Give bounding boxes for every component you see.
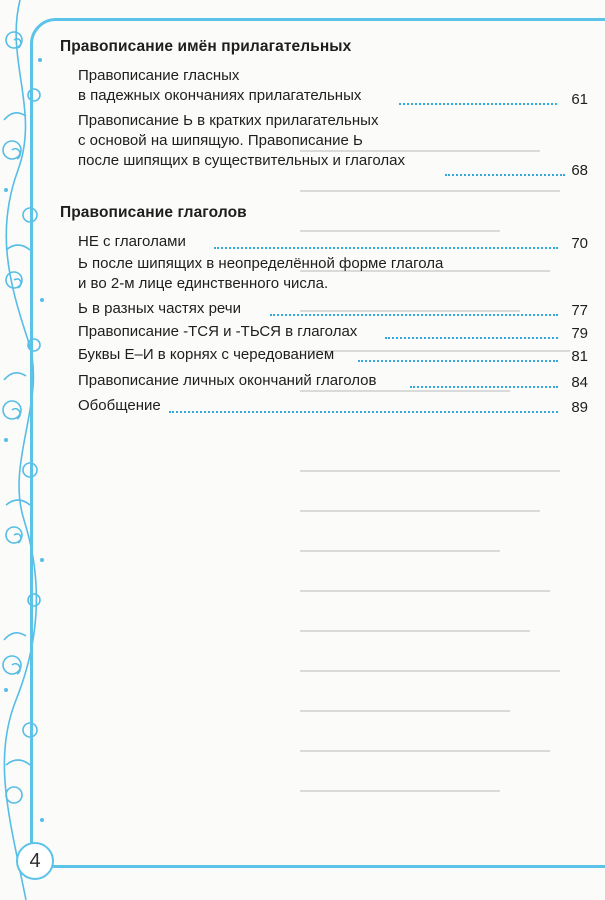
toc-entry[interactable] [78,111,405,171]
leader-dots [445,174,565,176]
leader-dots [410,386,558,388]
toc-entry[interactable] [78,66,361,106]
toc-entry-line: Правописание личных окончаний глаголов [78,372,377,389]
toc-entry[interactable] [78,345,334,365]
toc-entry-line: НЕ с глаголами [78,233,186,250]
page-number: 4 [16,842,54,880]
section-title-adjectives: Правописание имён прилагательных [60,38,352,55]
page-ref: 79 [571,325,588,342]
page-ref: 68 [571,162,588,179]
leader-dots [399,103,557,105]
toc-entry[interactable] [78,371,377,391]
toc-entry[interactable] [78,254,443,294]
leader-dots [385,337,558,339]
page-ref: 89 [571,399,588,416]
page-ref: 84 [571,374,588,391]
page-ref: 61 [571,91,588,108]
leader-dots [358,360,558,362]
page-ref: 77 [571,302,588,319]
section-title-verbs: Правописание глаголов [60,204,247,221]
toc-entry[interactable] [78,396,161,416]
toc-entry-line: в падежных окончаниях прилагательных [78,87,362,104]
toc-entry-line: Обобщение [78,397,161,414]
toc-entry-line: с основой на шипящую. Правописание Ь [78,132,363,149]
bleed-through-background [300,130,600,830]
page-ref: 81 [571,348,588,365]
toc-entry-line: и во 2-м лице единственного числа. [78,275,329,292]
toc-entry-line: Ь после шипящих в неопределённой форме глагола [78,255,444,272]
toc-entry[interactable] [78,299,241,319]
leader-dots [270,314,558,316]
toc-entry-line: Буквы Е–И в корнях с чередованием [78,346,335,363]
toc-entry-line: Правописание Ь в кратких прилагательных [78,112,379,129]
toc-entry-line: Правописание -ТСЯ и -ТЬСЯ в глаголах [78,323,358,340]
toc-entry-line: после шипящих в существительных и глаголах [78,152,406,169]
toc-entry[interactable] [78,322,357,342]
leader-dots [214,247,558,249]
leader-dots [169,411,558,413]
page-ref: 70 [571,235,588,252]
toc-entry[interactable] [78,232,186,252]
toc-entry-line: Ь в разных частях речи [78,300,241,317]
toc-entry-line: Правописание гласных [78,67,240,84]
